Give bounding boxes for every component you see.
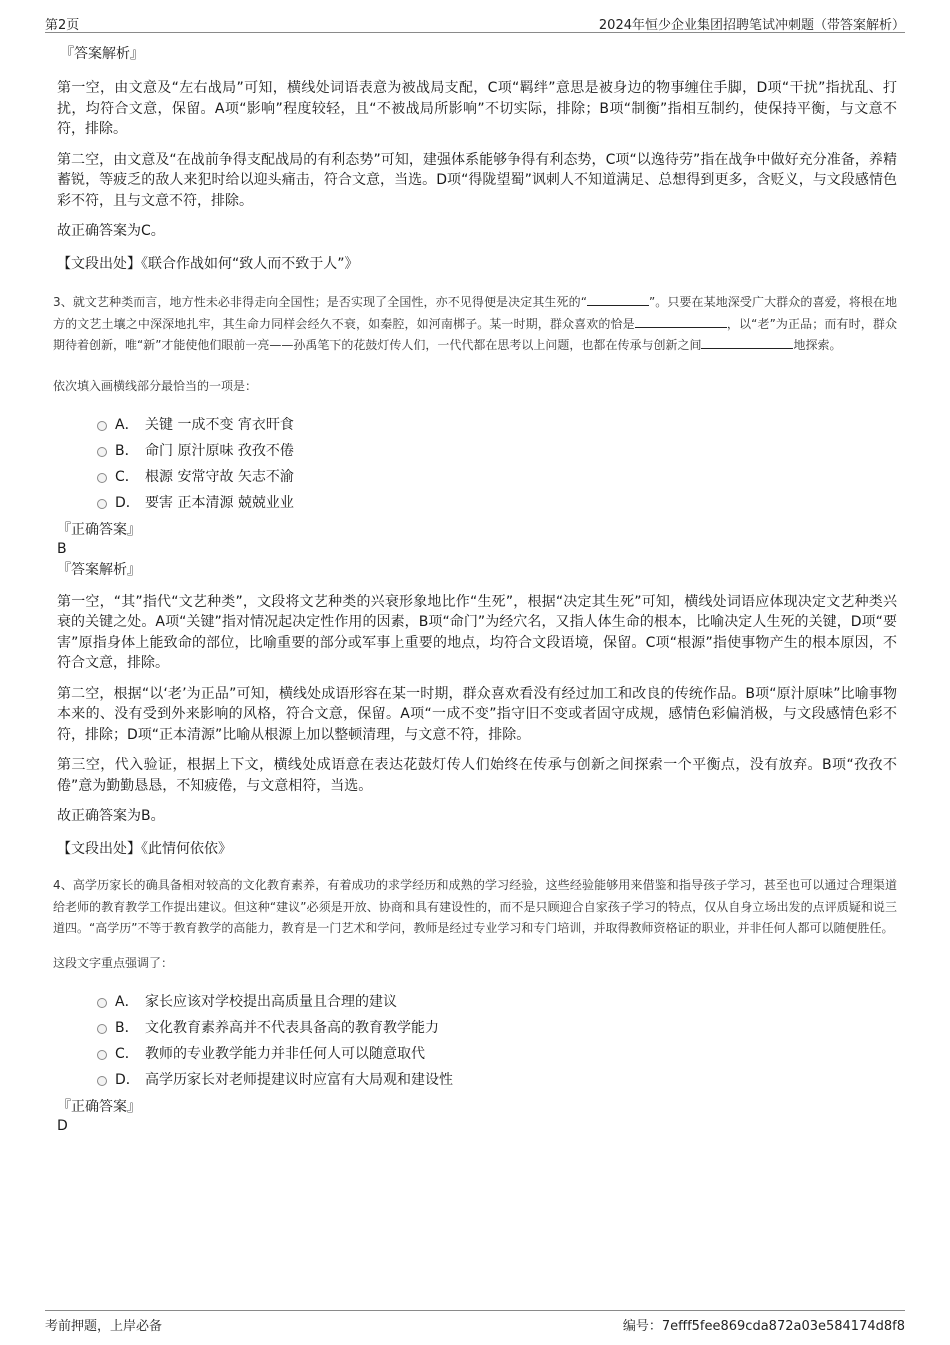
radio-icon[interactable] (97, 1024, 107, 1034)
q2-analysis-p1: 第一空，由文意及“左右战局”可知，横线处词语表意为被战局支配，C项“羁绊”意思是被身边的物事缠住手脚，D项“干扰”指扰乱、打扰，均符合文意，保留。A项“影响”程度较轻，且“不被战局所影响”不切实际，排除；B项“制衡”指相互制约，使保持平衡，与文意不符，排除。 (57, 80, 897, 137)
q4-correct-label: 『正确答案』 (57, 1098, 141, 1115)
radio-icon[interactable] (97, 1050, 107, 1060)
q3-options (57, 412, 897, 516)
radio-icon[interactable] (97, 421, 107, 431)
q3-source: 【文段出处】《此情何依依》 (57, 840, 232, 857)
q4-option-b[interactable]: B． 文化教育素养高并不代表具备高的教育教学能力 (57, 1015, 597, 1041)
q3-stem-seg4: 地探索。 (793, 338, 842, 352)
q4-option-c[interactable]: C． 教师的专业教学能力并非任何人可以随意取代 (57, 1041, 597, 1067)
q4-instruction: 这段文字重点强调了： (53, 955, 174, 970)
q2-analysis-label: 『答案解析』 (60, 46, 144, 62)
document-title: 2024年恒少企业集团招聘笔试冲刺题（带答案解析） (598, 18, 905, 33)
q4-option-d[interactable]: D． 高学历家长对老师提建议时应富有大局观和建设性 (57, 1067, 597, 1093)
radio-icon[interactable] (97, 473, 107, 483)
q4-option-a[interactable]: A． 家长应该对学校提出高质量且合理的建议 (57, 989, 597, 1015)
q3-correct-answer: B (57, 540, 67, 557)
q3-stem-seg2: ”。只要在某地深受广大群众的喜爱，将根在地方的文艺土壤之中深深地扎牢，其生命力同样会经久不衰，如秦腔，如河南梆子。某一时期，群众喜欢的恰是 (53, 295, 898, 331)
q4-options (57, 989, 897, 1093)
footer-slogan: 考前押题，上岸必备 (45, 1319, 163, 1334)
radio-icon[interactable] (97, 998, 107, 1008)
q3-analysis-label: 『答案解析』 (57, 561, 141, 578)
q2-analysis-p2: 第二空，由文意及“在战前争得支配战局的有利态势”可知，建强体系能够争得有利态势，C项“以逸待劳”指在战争中做好充分准备，养精蓄锐，等疲乏的敌人来犯时给以迎头痛击，符合文意，当选。D项“得陇望蜀”讽刺人不知道满足、总想得到更多，含贬义，与文段感情色彩不符，且与文意不符，排除。 (57, 151, 897, 209)
q3-blank-2 (635, 315, 727, 328)
q3-option-a[interactable]: A． 关键 一成不变 宵衣旰食 (57, 412, 497, 438)
q2-conclusion: 故正确答案为C。 (57, 223, 165, 239)
q4-stem: 4、高学历家长的确具备相对较高的文化教育素养，有着成功的求学经历和成熟的学习经验，这些经验能够用来借鉴和指导孩子学习，甚至也可以通过合理渠道给老师的教育教学工作提出建议。但这种“建议”必须是开放、协商和具有建设性的，而不是只顾迎合自家孩子学习的特点，仅从自身立场出发的点评质疑和说三道四。“高学历”不等于教育教学的高能力，教育是一门艺术和学问，教师是经过专业学习和专门培训，并取得教师资格证的职业，并非任何人都可以随便胜任。 (53, 878, 897, 935)
q3-analysis-p2: 第二空，根据“以‘老’为正品”可知，横线处成语形容在某一时期，群众喜欢看没有经过加工和改良的传统作品。B项“原汁原味”比喻事物本来的、没有受到外来影响的风格，符合文意，保留。A项“一成不变”指守旧不变或者固守成规，感情色彩偏消极，与文段感情色彩不符，排除；D项“正本清源”比喻从根源上加以整顿清理，与文意不符，排除。 (57, 685, 897, 743)
page-number: 第2页 (45, 18, 80, 33)
q3-instruction: 依次填入画横线部分最恰当的一项是： (53, 378, 258, 393)
q3-option-b[interactable]: B． 命门 原汁原味 孜孜不倦 (57, 438, 497, 464)
q3-stem (53, 292, 897, 357)
q3-stem-seg3: ，以“老”为正品；而有时，群众期待着创新，唯“新”才能使他们眼前一亮——孙禹笔下的花鼓灯传人们，一代代都在思考以上问题，也都在传承与创新之间 (53, 316, 897, 352)
q4-correct-answer: D (57, 1117, 68, 1134)
q2-source: 【文段出处】《联合作战如何“致人而不致于人”》 (57, 255, 359, 272)
q3-conclusion: 故正确答案为B。 (57, 808, 165, 824)
radio-icon[interactable] (97, 499, 107, 509)
page-content (53, 44, 898, 1135)
q3-stem-seg1: 3、就文艺种类而言，地方性未必非得走向全国性；是否实现了全国性，亦不见得便是决定其生死的“ (53, 295, 587, 309)
radio-icon[interactable] (97, 1076, 107, 1086)
page-header (45, 14, 905, 33)
q3-analysis-p3: 第三空，代入验证，根据上下文，横线处成语意在表达花鼓灯传人们始终在传承与创新之间探索一个平衡点，没有放弃。B项“孜孜不倦”意为勤勤恳恳，不知疲倦，与文意相符，当选。 (57, 757, 897, 794)
q3-analysis-p1: 第一空，“其”指代“文艺种类”，文段将文艺种类的兴衰形象地比作“生死”，根据“决定其生死”可知，横线处词语应体现决定文艺种类兴衰的关键之处。A项“关键”指对情况起决定性作用的因素，B项“命门”为经穴名，又指人体生命的根本，比喻决定人生死的关键，D项“要害”原指身体上能致命的部位，比喻重要的部分或军事上重要的地点，均符合文段语境，保留。C项“根源”指使事物产生的根本原因，不符合文意，排除。 (57, 593, 897, 671)
q3-option-d[interactable]: D． 要害 正本清源 兢兢业业 (57, 490, 497, 516)
footer-serial: 编号：7efff5fee869cda872a03e584174d8f8 (622, 1319, 905, 1334)
page-footer (45, 1310, 905, 1337)
q3-blank-1 (587, 293, 649, 306)
q3-option-c[interactable]: C． 根源 安常守故 矢志不渝 (57, 464, 497, 490)
q3-blank-3 (701, 336, 793, 349)
q3-correct-label: 『正确答案』 (57, 521, 141, 538)
radio-icon[interactable] (97, 447, 107, 457)
